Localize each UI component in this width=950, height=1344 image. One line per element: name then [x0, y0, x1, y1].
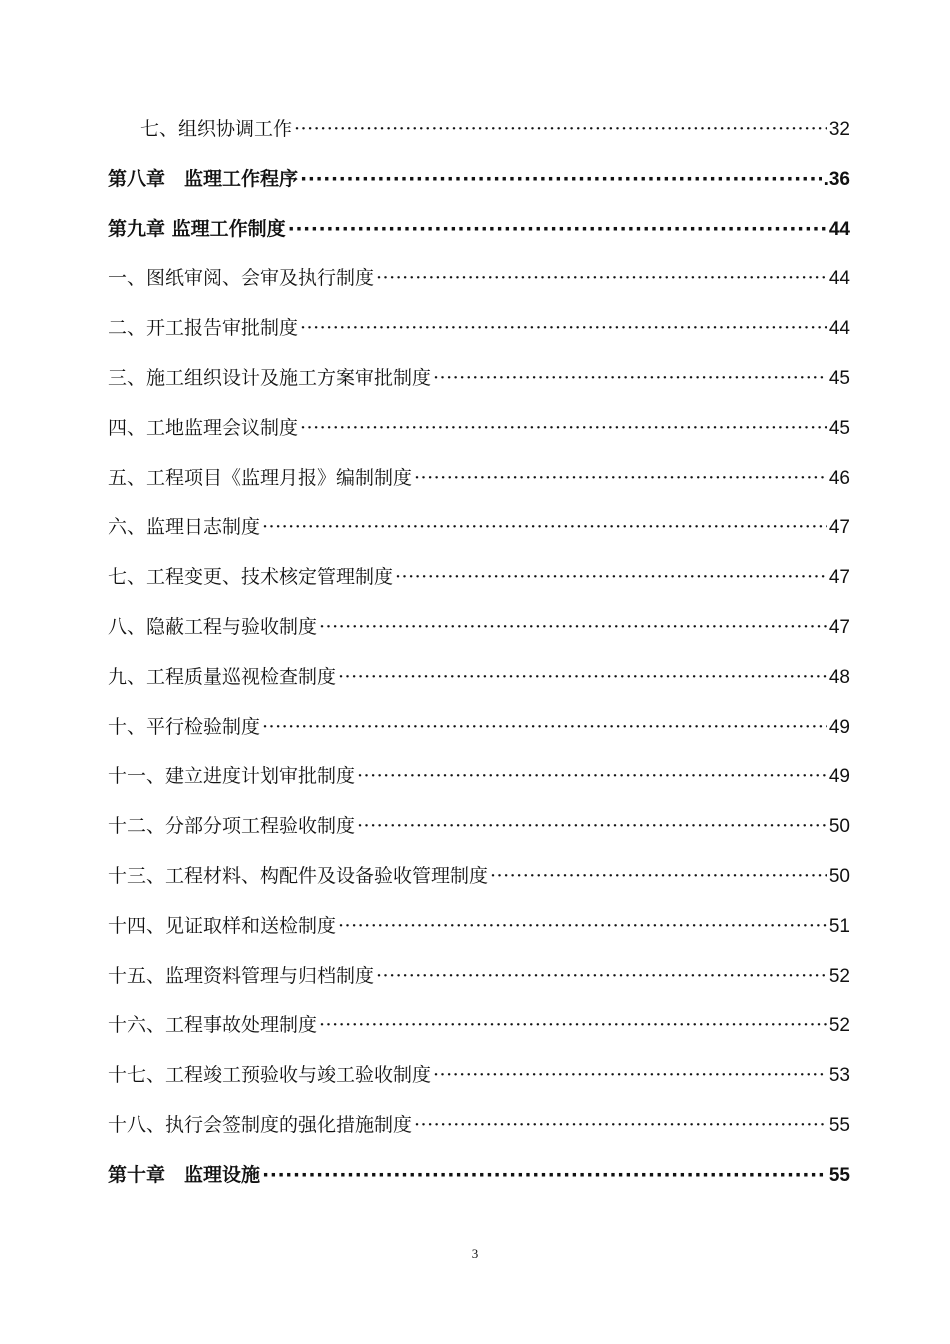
toc-dot-leader [338, 666, 827, 688]
toc-entry-title: 八、隐蔽工程与验收制度 [108, 615, 318, 638]
toc-entry-title: 一、图纸审阅、会审及执行制度 [108, 267, 375, 290]
toc-entry[interactable] [108, 363, 850, 413]
toc-entry-title: 九、工程质量巡视检查制度 [108, 665, 337, 688]
toc-entry-title: 十四、见证取样和送检制度 [108, 914, 337, 937]
toc-entry-title: 六、监理日志制度 [108, 516, 261, 539]
toc-entry-title: 第八章 监理工作程序 [108, 167, 299, 190]
toc-entry-page: 55 [828, 1114, 850, 1136]
toc-entry-page: 45 [828, 417, 850, 439]
toc-entry-page: 44 [828, 318, 850, 340]
toc-entry-page: 46 [828, 467, 850, 489]
toc-entry-title: 二、开工报告审批制度 [108, 317, 299, 340]
toc-dot-leader [288, 218, 827, 240]
toc-dot-leader [319, 616, 827, 638]
toc-entry-title: 十六、工程事故处理制度 [108, 1014, 318, 1037]
toc-dot-leader [376, 965, 827, 987]
toc-dot-leader [262, 716, 827, 738]
toc-dot-leader [294, 118, 827, 140]
toc-entry[interactable] [108, 214, 850, 264]
toc-entry-page: .36 [823, 168, 850, 190]
toc-entry-title: 十、平行检验制度 [108, 715, 261, 738]
toc-dot-leader [262, 1164, 827, 1186]
toc-entry[interactable] [108, 712, 850, 762]
toc-dot-leader [338, 915, 827, 937]
toc-entry-page: 47 [828, 616, 850, 638]
toc-entry[interactable] [108, 463, 850, 513]
toc-entry[interactable] [108, 114, 850, 164]
toc-entry-page: 47 [828, 567, 850, 589]
toc-entry[interactable] [108, 811, 850, 861]
toc-entry[interactable] [108, 562, 850, 612]
toc-entry-title: 五、工程项目《监理月报》编制制度 [108, 466, 413, 489]
page-number: 3 [471, 1246, 479, 1261]
toc-entry[interactable] [108, 164, 850, 214]
toc-entry-title: 十一、建立进度计划审批制度 [108, 765, 356, 788]
toc-entry-page: 53 [828, 1065, 850, 1087]
toc-dot-leader [433, 1064, 827, 1086]
toc-dot-leader [433, 367, 827, 389]
toc-entry-page: 50 [828, 865, 850, 887]
toc-dot-leader [376, 267, 827, 289]
toc-entry-title: 十二、分部分项工程验收制度 [108, 815, 356, 838]
toc-entry-title: 七、工程变更、技术核定管理制度 [108, 566, 394, 589]
toc-entry[interactable] [108, 662, 850, 712]
toc-entry[interactable] [108, 761, 850, 811]
toc-entry[interactable] [108, 961, 850, 1011]
toc-dot-leader [395, 566, 827, 588]
toc-dot-leader [262, 516, 827, 538]
toc-entry-title: 十八、执行会签制度的强化措施制度 [108, 1113, 413, 1136]
toc-entry-page: 44 [828, 268, 850, 290]
toc-entry[interactable] [108, 861, 850, 911]
toc-entry[interactable] [108, 911, 850, 961]
toc-entry[interactable] [108, 1060, 850, 1110]
toc-entry[interactable] [108, 512, 850, 562]
toc-entry-page: 48 [828, 666, 850, 688]
toc-entry-title: 七、组织协调工作 [140, 118, 293, 140]
toc-dot-leader [357, 765, 827, 787]
toc-entry-page: 52 [828, 965, 850, 987]
toc-entry-title: 第十章 监理设施 [108, 1163, 261, 1186]
toc-entry-title: 三、施工组织设计及施工方案审批制度 [108, 366, 432, 389]
toc-entry-page: 52 [828, 1015, 850, 1037]
toc-entry-page: 49 [828, 766, 850, 788]
toc-entry-page: 55 [828, 1164, 850, 1186]
toc-entry[interactable] [108, 612, 850, 662]
toc-entry-title: 第九章 监理工作制度 [108, 217, 286, 240]
toc-entry-title: 四、工地监理会议制度 [108, 416, 299, 439]
toc-dot-leader [300, 168, 822, 190]
toc-entry-page: 50 [828, 816, 850, 838]
toc-entry-title: 十三、工程材料、构配件及设备验收管理制度 [108, 864, 489, 887]
toc-dot-leader [490, 865, 827, 887]
toc-entry-page: 49 [828, 716, 850, 738]
toc-entry[interactable] [108, 263, 850, 313]
toc-dot-leader [300, 317, 827, 339]
toc-dot-leader [319, 1014, 827, 1036]
toc-entry-page: 32 [828, 119, 850, 140]
toc-dot-leader [414, 1114, 827, 1136]
toc-entry-page: 51 [828, 915, 850, 937]
toc-entry[interactable] [108, 313, 850, 363]
toc-entry[interactable] [108, 1160, 850, 1210]
toc-dot-leader [300, 417, 827, 439]
toc-entry-page: 44 [828, 218, 850, 240]
toc-entry[interactable] [108, 413, 850, 463]
toc-entry[interactable] [108, 1110, 850, 1160]
toc-dot-leader [414, 467, 827, 489]
table-of-contents [108, 114, 850, 1210]
toc-entry-page: 47 [828, 517, 850, 539]
toc-entry-title: 十五、监理资料管理与归档制度 [108, 964, 375, 987]
toc-entry-title: 十七、工程竣工预验收与竣工验收制度 [108, 1064, 432, 1087]
toc-entry-page: 45 [828, 367, 850, 389]
toc-dot-leader [357, 815, 827, 837]
toc-entry[interactable] [108, 1010, 850, 1060]
